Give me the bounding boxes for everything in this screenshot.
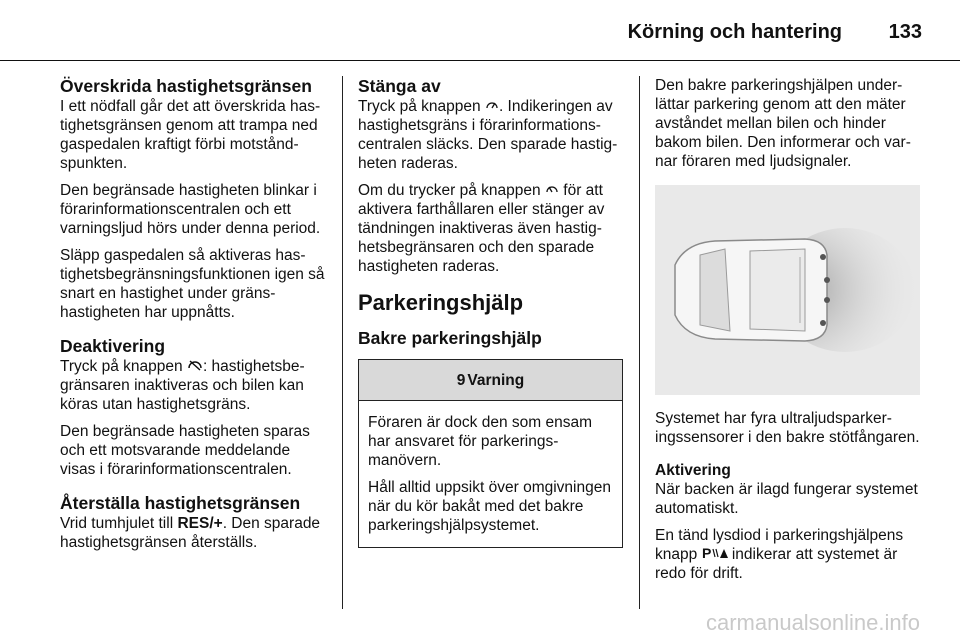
warning-body [359,401,622,547]
column-1 [60,76,325,560]
column-divider [342,76,343,609]
svg-text:P: P [701,546,711,559]
text-run: Tryck på knappen [358,98,485,115]
parking-sensor-illustration [655,185,920,395]
paragraph: Håll alltid uppsikt över omgivningen när du kör bakåt med det bakre parkeringshjälpsystemet. [368,479,611,534]
text-run: Tryck på knappen [60,358,187,375]
watermark: carmanualsonline.info [705,610,920,635]
warning-title: Varning [467,371,525,389]
heading-aktivering: Aktivering [655,462,731,479]
text-run: för att aktivera farthållaren eller stänger av tändningen inaktiveras även hastighetsbegränsaren och den sparade hastigheten raderas. [358,182,605,275]
paragraph: Systemet har fyra ultraljudsparkeringssensorer i den bakre stötfångaren. [655,410,920,446]
warning-triangle-icon: 9 [456,371,466,389]
warning-box [358,359,623,548]
speed-limiter-off-icon [187,357,203,376]
paragraph [60,514,325,552]
paragraph [358,97,623,173]
heading-stanga-av: Stänga av [358,76,441,96]
text-run: : hastighetsbegränsaren inaktiveras och bilen kan köras utan hastighetsgräns. [60,358,305,413]
column-divider [639,76,640,609]
column-2 [358,76,623,548]
heading-parkeringshjalp: Parkeringshjälp [358,290,524,315]
text-run: . Indikeringen av hastighetsgräns i förarinformationscentralen släcks. Den sparade hastigheten raderas. [358,98,618,172]
paragraph: Den begränsade hastigheten blinkar i förarinformationscentralen och ett varningsljud hörs under denna period. [60,182,321,237]
paragraph [655,526,920,583]
text-run: Om du trycker på knappen [358,182,545,199]
paragraph: Den bakre parkeringshjälpen underlättar parkering genom att den mäter avståndet mellan bilen och hinder bakom bilen. Den informerar och varnar föraren med ljudsignaler. [655,77,911,170]
column-3 [655,76,920,591]
paragraph [358,181,623,276]
text-run: indikerar att systemet är redo för drift. [655,546,898,582]
text-run: En tänd lysdiod i parkeringshjälpens knapp [655,527,904,563]
heading-aterstalla: Återställa hastighetsgränsen [60,493,301,513]
res-plus-label: RES/+ [177,515,223,532]
warning-header [359,360,622,401]
paragraph: Föraren är dock den som ensam har ansvaret för parkeringsmanövern. [368,414,592,469]
paragraph: Den begränsade hastigheten sparas och ett motsvarande meddelande visas i förarinformationscentralen. [60,423,310,478]
cruise-control-icon [545,181,559,200]
heading-deaktivering: Deaktivering [60,336,166,356]
heading-overskrida: Överskrida hastighetsgränsen [60,76,312,96]
text-run: Vrid tumhjulet till [60,515,178,532]
paragraph [60,357,325,414]
header-title: Körning och hantering [627,21,842,43]
speed-limiter-icon [485,97,499,116]
header-rule [0,60,960,61]
paragraph: I ett nödfall går det att överskrida hastighetsgränsen genom att trampa ned gaspedalen kraftigt förbi motståndspunkten. [60,98,321,172]
heading-bakre-parkeringshjalp: Bakre parkeringshjälp [358,328,542,348]
text-run: . Den sparade hastighetsgränsen återställs. [60,515,321,551]
page-header [0,0,960,62]
page-number: 133 [888,21,922,43]
park-assist-icon [702,545,728,564]
paragraph: Släpp gaspedalen så aktiveras hastighetsbegränsningsfunktionen igen så snart en hastighet under gränshastigheten har uppnåtts. [60,247,325,321]
paragraph: När backen är ilagd fungerar systemet automatiskt. [655,481,918,517]
